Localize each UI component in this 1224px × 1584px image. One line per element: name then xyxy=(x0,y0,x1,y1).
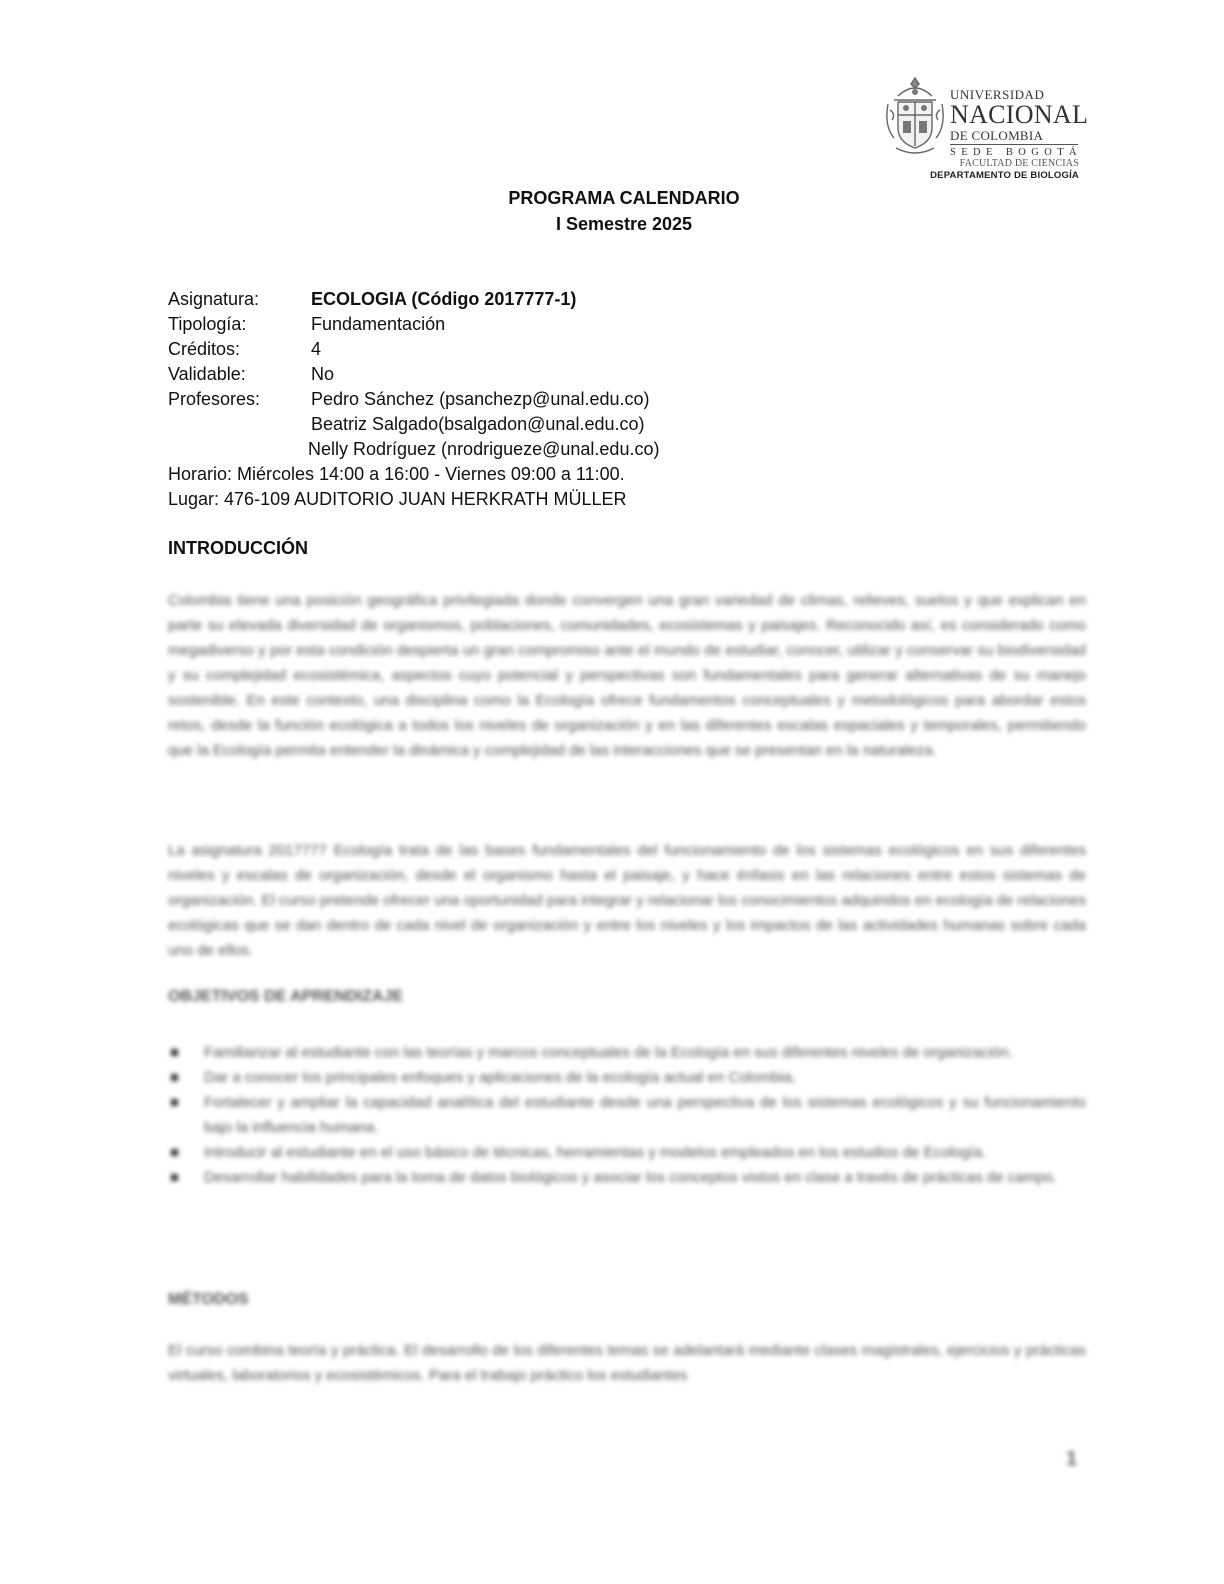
metodos-paragraph: El curso combina teoría y práctica. El desarrollo de los diferentes temas se adelantará mediante clases magistrales, ejercicios y prácticas virtuales, laboratorios y ecosistémicos. Para el trabajo práctico los estudiantes xyxy=(168,1342,1086,1384)
creditos-value: 4 xyxy=(311,339,322,359)
bullet-icon xyxy=(171,1174,178,1181)
list-item xyxy=(168,1040,1086,1065)
asignatura-label: Asignatura: xyxy=(168,289,260,309)
section-heading-metodos: MÉTODOS xyxy=(168,1291,249,1308)
profesores-label: Profesores: xyxy=(168,389,261,409)
university-logo xyxy=(884,72,1089,184)
logo-line-universidad: UNIVERSIDAD xyxy=(950,87,1045,102)
list-item xyxy=(168,1165,1086,1190)
objective-text: Introducir al estudiante en el uso básico de técnicas, herramientas y modelos empleados en los estudios de Ecología. xyxy=(204,1144,987,1161)
objective-text: Dar a conocer los principales enfoques y aplicaciones de la ecología actual en Colombia. xyxy=(204,1069,797,1086)
objective-text: Desarrollar habilidades para la toma de datos biológicos y asociar los conceptos vistos en clase a través de prácticas de campo. xyxy=(204,1169,1057,1186)
list-item xyxy=(168,1065,1086,1090)
tipologia-label: Tipología: xyxy=(168,314,247,334)
section-heading-objetivos: OBJETIVOS DE APRENDIZAJE xyxy=(168,988,404,1005)
validable-value: No xyxy=(311,364,335,384)
professor-name: Nelly Rodríguez (nrodrigueze@unal.edu.co) xyxy=(308,439,660,459)
section-heading-introduccion: INTRODUCCIÓN xyxy=(168,538,308,558)
logo-line-colombia: DE COLOMBIA xyxy=(950,128,1044,143)
tipologia-value: Fundamentación xyxy=(311,314,446,334)
department-name: DEPARTAMENTO DE BIOLOGÍA xyxy=(930,170,1079,181)
location-text: Lugar: 476-109 AUDITORIO JUAN HERKRATH MÜLLER xyxy=(168,489,627,509)
list-item xyxy=(168,1140,1086,1165)
coat-of-arms-icon xyxy=(884,74,946,156)
validable-label: Validable: xyxy=(168,364,246,384)
objective-text: Familiarizar al estudiante con las teorías y marcos conceptuales de la Ecología en sus diferentes niveles de organización. xyxy=(204,1044,1013,1061)
schedule-text: Horario: Miércoles 14:00 a 16:00 - Viernes 09:00 a 11:00. xyxy=(168,464,625,484)
page-number: 1 xyxy=(1066,1448,1078,1470)
asignatura-value: ECOLOGIA (Código 2017777-1) xyxy=(311,289,577,309)
professor-name: Beatriz Salgado(bsalgadon@unal.edu.co) xyxy=(311,414,645,434)
objectives-list xyxy=(168,1040,1086,1190)
creditos-label: Créditos: xyxy=(168,339,241,359)
faculty-name: FACULTAD DE CIENCIAS xyxy=(959,158,1079,169)
bullet-icon xyxy=(171,1099,178,1106)
document-semester: I Semestre 2025 xyxy=(555,214,693,234)
professor-name: Pedro Sánchez (psanchezp@unal.edu.co) xyxy=(311,389,650,409)
objective-text: Fortalecer y ampliar la capacidad analítica del estudiante desde una perspectiva de los sistemas ecológicos y su funcionamiento bajo la influencia humana. xyxy=(204,1094,1086,1136)
list-item xyxy=(168,1090,1086,1140)
bullet-icon xyxy=(171,1074,178,1081)
bullet-icon xyxy=(171,1149,178,1156)
university-name xyxy=(950,88,1090,159)
intro-paragraph-2: La asignatura 2017777 Ecología trata de las bases fundamentales del funcionamiento de los sistemas ecológicos en sus diferentes niveles y escalas de organización, desde el organismo hasta el paisaje, y hace énfasis en las relaciones entre estos sistemas de organización. El curso pretende ofrecer una oportunidad para integrar y relacionar los conocimientos adquiridos en ecología de relaciones ecológicas que se dan dentro de cada nivel de organización y entre los niveles y los impactos de las actividades humanas sobre cada uno de ellos. xyxy=(168,842,1086,959)
logo-line-nacional: NACIONAL xyxy=(950,100,1089,129)
logo-divider xyxy=(950,144,1078,145)
logo-line-sede: SEDE BOGOTÁ xyxy=(950,147,1083,158)
bullet-icon xyxy=(171,1049,178,1056)
document-title: PROGRAMA CALENDARIO xyxy=(508,188,740,208)
intro-paragraph-1: Colombia tiene una posición geográfica privilegiada donde convergen una gran variedad de climas, relieves, suelos y que explican en parte su elevada diversidad de organismos, poblaciones, comunidades, ecosistemas y paisajes. Reconocido así, es considerado como megadiverso y por esta condición despierta un gran compromiso ante el mundo de estudiar, conocer, utilizar y conservar su biodiversidad y su complejidad ecosistémica, aspectos cuyo potencial y perspectivas son fundamentales para generar alternativas de su manejo sostenible. En este contexto, una disciplina como la Ecología ofrece fundamentos conceptuales y metodológicos para abordar estos retos, desde la función ecológica a todos los niveles de organización y en las diferentes escalas espaciales y temporales, permitiendo que la Ecología permita entender la dinámica y complejidad de las interacciones que se presentan en la naturaleza. xyxy=(168,592,1086,759)
